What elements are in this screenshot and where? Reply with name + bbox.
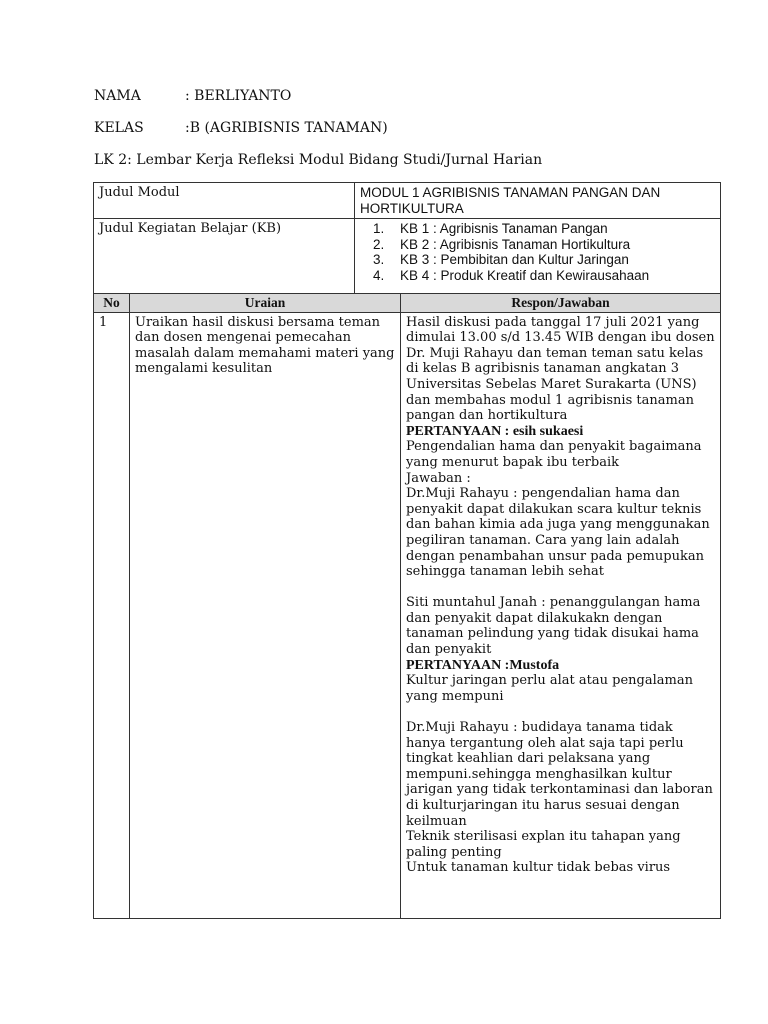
- kelas-value: :B (AGRIBISNIS TANAMAN): [185, 120, 388, 136]
- row-no: 1: [94, 312, 130, 918]
- question-heading: PERTANYAAN :Mustofa: [406, 657, 560, 673]
- question-heading: PERTANYAAN : esih sukaesi: [406, 423, 584, 439]
- judul-kb-label: Judul Kegiatan Belajar (KB): [94, 219, 355, 297]
- module-table: [93, 182, 721, 297]
- answer-text: Teknik sterilisasi explan itu tahapan yang paling penting: [406, 829, 681, 860]
- kb-item: 2. KB 2 : Agribisnis Tanaman Hortikultura: [388, 237, 715, 253]
- kb-list: [360, 221, 715, 283]
- lk-title: LK 2: Lembar Kerja Refleksi Modul Bidang Studi/Jurnal Harian: [94, 152, 543, 168]
- header-row: [94, 294, 721, 313]
- nama-value: : BERLIYANTO: [185, 88, 292, 104]
- question-text: Pengendalian hama dan penyakit bagaimana yang menurut bapak ibu terbaik: [406, 439, 702, 470]
- answer-text: Untuk tanaman kultur tidak bebas virus: [406, 860, 671, 876]
- answer-text: Dr.Muji Rahayu : pengendalian hama dan penyakit dapat dilakukan scara kultur teknis dan bahan kimia ada juga yang menggunakan pegiliran tanaman. Cara yang lain adalah dengan penambahan unsur pada pemupukan sehingga tanaman lebih sehat: [406, 486, 710, 580]
- jawaban-label: Jawaban :: [406, 470, 471, 486]
- kb-list-cell: [355, 219, 721, 297]
- judul-modul-label: Judul Modul: [94, 183, 355, 219]
- answer-text: Dr.Muji Rahayu : budidaya tanama tidak hanya tergantung oleh alat saja tapi perlu tingkat keahlian dari pelaksana yang mempuni.sehingga menghasilkan kultur jarigan yang tidak terkontaminasi dan laboran di kulturjaringan itu harus sesuai dengan keilmuan: [406, 720, 713, 829]
- question-text: Kultur jaringan perlu alat atau pengalaman yang mempuni: [406, 673, 693, 704]
- table-row: [94, 312, 721, 918]
- kb-item: 3. KB 3 : Pembibitan dan Kultur Jaringan: [388, 252, 715, 268]
- kelas-label: KELAS: [94, 120, 144, 136]
- kb-item: 1. KB 1 : Agribisnis Tanaman Pangan: [388, 221, 715, 237]
- row-uraian: Uraikan hasil diskusi bersama teman dan dosen mengenai pemecahan masalah dalam memahami materi yang mengalami kesulitan: [130, 312, 401, 918]
- judul-modul-value: MODUL 1 AGRIBISNIS TANAMAN PANGAN DAN HORTIKULTURA: [355, 183, 721, 219]
- header-uraian: Uraian: [130, 294, 401, 313]
- nama-label: NAMA: [94, 88, 141, 104]
- judul-kb-row: [94, 219, 721, 297]
- judul-modul-row: [94, 183, 721, 219]
- kb-item: 4. KB 4 : Produk Kreatif dan Kewirausahaan: [388, 268, 715, 284]
- respon-intro: Hasil diskusi pada tanggal 17 juli 2021 yang dimulai 13.00 s/d 13.45 WIB dengan ibu dosen Dr. Muji Rahayu dan teman teman satu kelas di kelas B agribisnis tanaman angkatan 3 Universitas Sebelas Maret Surakarta (UNS) dan membahas modul 1 agribisnis tanaman pangan dan hortikultura: [406, 314, 715, 424]
- row-respon: [401, 312, 721, 918]
- answer-text: Siti muntahul Janah : penanggulangan hama dan penyakit dapat dilakukakn dengan tanaman pelindung yang tidak disukai hama dan penyakit: [406, 595, 701, 658]
- main-table: [93, 293, 721, 919]
- header-respon: Respon/Jawaban: [401, 294, 721, 313]
- header-no: No: [94, 294, 130, 313]
